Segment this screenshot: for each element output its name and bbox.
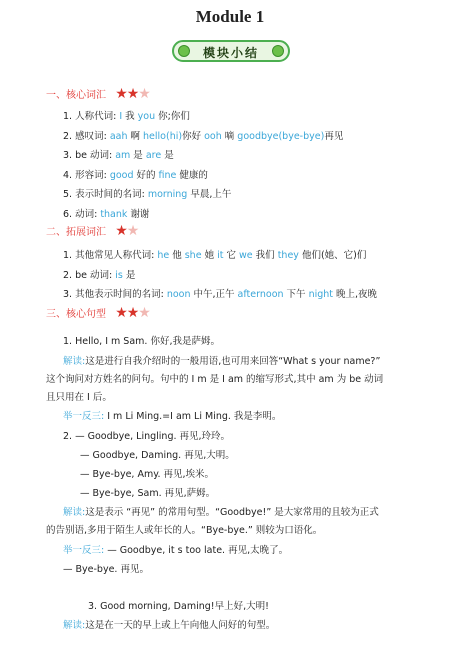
section-banner	[172, 40, 290, 62]
section-title: 一、核心词汇	[46, 90, 106, 101]
english-word: am	[115, 150, 131, 161]
vocab-item	[63, 286, 377, 300]
vocab-category: 5. 表示时间的名词:	[63, 189, 148, 200]
vocab-category: 1. 其他常见人称代词:	[63, 250, 158, 261]
example-2b: — Bye-bye. 再见。	[63, 564, 149, 575]
english-word: ooh	[204, 130, 222, 142]
vocab-category: 2. 感叹词:	[63, 130, 110, 142]
section-title: 二、拓展词汇	[46, 227, 106, 238]
english-word: she	[184, 250, 202, 261]
english-word: it	[217, 250, 224, 261]
star-rating-icon: ★★	[115, 223, 139, 239]
chinese-meaning: 是	[161, 150, 174, 161]
chinese-meaning: 它	[223, 250, 240, 261]
english-word: is	[115, 269, 123, 281]
vocab-item	[63, 108, 190, 122]
sentence-2b: — Goodbye, Daming. 再见,大明。	[80, 450, 235, 461]
star-rating-icon: ★★★	[115, 86, 150, 102]
english-word: good	[109, 169, 134, 181]
page-title: Module 1	[195, 7, 265, 26]
english-word: afternoon	[237, 289, 284, 300]
chinese-meaning: 他	[169, 250, 185, 261]
vocab-category: 3. 其他表示时间的名词:	[63, 289, 167, 300]
chinese-meaning: 他们(她、它)们	[298, 250, 367, 261]
note-text: 这是进行自我介绍时的一般用语,也可用来回答“What s your name?”	[85, 356, 381, 367]
banner-dot-icon	[272, 45, 284, 57]
chinese-meaning: 早晨,上午	[187, 189, 232, 200]
note-2a	[63, 504, 379, 518]
star-rating-icon: ★★★	[115, 305, 150, 321]
vocab-item	[63, 147, 174, 161]
note-text: 这是在一天的早上或上午向他人问好的句型。	[85, 620, 276, 631]
example-1	[63, 408, 281, 422]
section-header-ext-vocab	[46, 223, 138, 239]
section-header-core-vocab	[46, 86, 150, 102]
chinese-meaning: 是	[130, 150, 146, 161]
english-word: I	[119, 111, 123, 122]
chinese-meaning: 你;你们	[155, 111, 190, 122]
vocab-category: 6. 动词:	[63, 208, 101, 220]
note-1c: 且只用在 I 后。	[46, 392, 112, 403]
sentence-2a: 2. — Goodbye, Lingling. 再见,玲玲。	[63, 431, 231, 442]
vocab-item	[63, 247, 366, 261]
note-2b: 的告别语,多用于陌生人或年长的人。“Bye-bye.” 则较为口语化。	[46, 525, 323, 536]
vocab-category: 3. be 动词:	[63, 150, 116, 161]
vocab-item	[63, 206, 149, 220]
english-word: night	[308, 289, 334, 300]
english-word: they	[277, 250, 299, 261]
english-word: goodbye(bye-bye)	[237, 130, 325, 142]
english-word: we	[239, 250, 253, 261]
chinese-meaning: 中午,正午	[190, 289, 238, 300]
english-word: fine	[158, 169, 177, 181]
note-1b: 这个询问对方姓名的问句。句中的 I m 是 I am 的缩写形式,其中 am 为 be 动词	[46, 374, 384, 385]
vocab-category: 2. be 动词:	[63, 269, 116, 281]
example-text: I m Li Ming.=I am Li Ming. 我是李明。	[104, 411, 282, 422]
chinese-meaning: 下午	[283, 289, 309, 300]
english-word: hello(hi)	[143, 130, 183, 142]
vocab-category: 4. 形容词:	[63, 169, 110, 181]
example-text: — Goodbye, it s too late. 再见,太晚了。	[104, 545, 289, 556]
banner-text: 模块小结	[202, 46, 259, 60]
example-tag: 举一反三:	[63, 545, 105, 556]
note-tag: 解读:	[63, 356, 86, 367]
chinese-meaning: 再见	[324, 130, 344, 142]
section-title: 三、核心句型	[46, 309, 106, 320]
vocab-item	[63, 186, 231, 200]
section-header-sentences	[46, 305, 150, 321]
chinese-meaning: 她	[201, 250, 218, 261]
chinese-meaning: 嘀	[221, 130, 238, 142]
chinese-meaning: 是	[122, 269, 136, 281]
note-3	[63, 617, 275, 631]
sentence-2d: — Bye-bye, Sam. 再见,萨姆。	[80, 488, 216, 499]
note-tag: 解读:	[63, 507, 86, 518]
sentence-2c: — Bye-bye, Amy. 再见,埃米。	[80, 469, 215, 480]
vocab-item	[63, 267, 135, 281]
english-word: he	[157, 250, 170, 261]
note-tag: 解读:	[63, 620, 86, 631]
note-text: 这是表示 “再见” 的常用句型。“Goodbye!” 是大家常用的且较为正式	[85, 507, 379, 518]
chinese-meaning: 我们	[252, 250, 278, 261]
english-word: aah	[109, 130, 128, 142]
english-word: thank	[100, 208, 128, 220]
example-tag: 举一反三:	[63, 411, 105, 422]
english-word: you	[137, 111, 156, 122]
sentence-1: 1. Hello, I m Sam. 你好,我是萨姆。	[63, 336, 220, 347]
chinese-meaning: 谢谢	[127, 208, 150, 220]
english-word: morning	[147, 189, 188, 200]
english-word: noon	[166, 289, 191, 300]
chinese-meaning: 你好	[182, 130, 205, 142]
example-2	[63, 542, 288, 556]
vocab-category: 1. 人称代词:	[63, 111, 120, 122]
chinese-meaning: 健康的	[176, 169, 208, 181]
english-word: are	[145, 150, 162, 161]
chinese-meaning: 啊	[127, 130, 144, 142]
chinese-meaning: 好的	[133, 169, 159, 181]
chinese-meaning: 我	[122, 111, 138, 122]
sentence-3: 3. Good morning, Daming!早上好,大明!	[88, 601, 269, 612]
note-1a	[63, 353, 380, 367]
vocab-item	[63, 128, 343, 142]
chinese-meaning: 晚上,夜晚	[333, 289, 378, 300]
vocab-item	[63, 167, 208, 181]
